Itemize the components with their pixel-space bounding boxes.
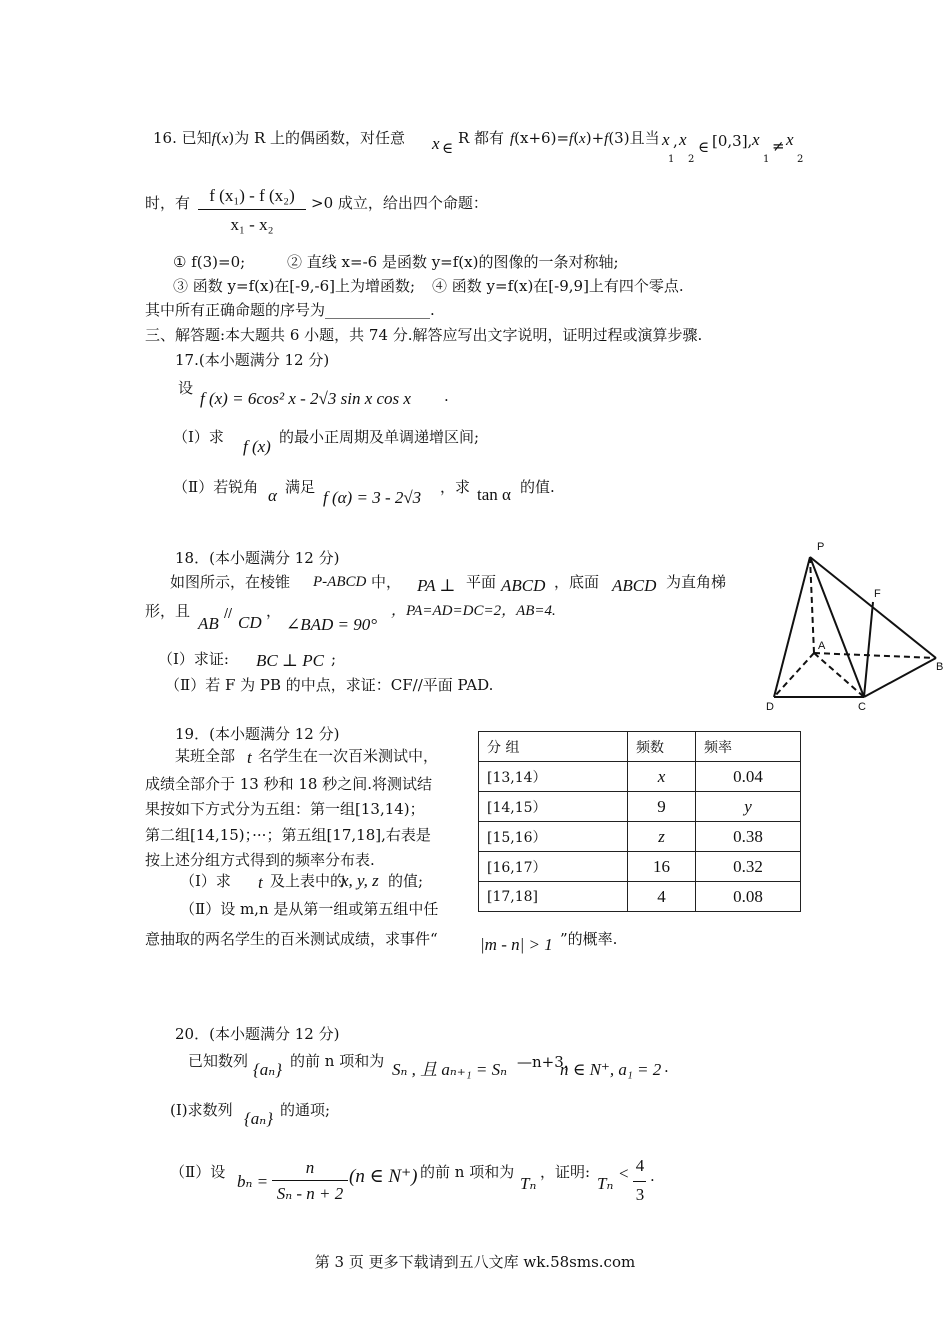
q18-cd: CD bbox=[238, 613, 262, 632]
q19-ii-c: ”的概率. bbox=[560, 930, 618, 948]
header-freq: 频率 bbox=[696, 732, 801, 762]
q18-l1d: 平面 bbox=[466, 573, 497, 591]
q20-bn: bₙ = bbox=[237, 1172, 269, 1191]
q20-seq: {aₙ} bbox=[253, 1060, 282, 1079]
q17-ii-alpha: α bbox=[268, 486, 277, 505]
q19-i-b: 及上表中的 bbox=[270, 872, 346, 890]
q16-in-symbol: ∈ bbox=[442, 139, 454, 157]
table-row: [15,16） z 0.38 bbox=[479, 822, 801, 852]
q18-angle: ∠BAD = 90° bbox=[286, 615, 378, 634]
q16-sub2: 2 bbox=[688, 154, 695, 165]
q18-i-eq: BC ⊥ PC bbox=[256, 651, 324, 670]
q20-i-b: 的通项; bbox=[280, 1101, 331, 1119]
label-f: F bbox=[874, 588, 881, 600]
q20-tn2: Tₙ bbox=[597, 1174, 614, 1193]
q20-frac-den: Sₙ - n + 2 bbox=[276, 1184, 344, 1203]
q19-l1a: 某班全部 bbox=[175, 747, 236, 765]
frequency-table bbox=[478, 731, 801, 912]
q16-sub2b: 2 bbox=[797, 154, 804, 165]
q19-t: t bbox=[247, 748, 252, 767]
q17-ii-tan: tan α bbox=[477, 485, 511, 504]
q17-ii-eq: f (α) = 3 - 2√3 bbox=[323, 488, 422, 507]
q16-sub1b: 1 bbox=[763, 154, 770, 165]
q16-x1: x bbox=[662, 130, 670, 149]
q20-tn: Tₙ bbox=[520, 1174, 537, 1193]
q19-i-a: （Ⅰ）求 bbox=[180, 872, 231, 890]
q18-pa-perp: PA ⊥ bbox=[417, 576, 456, 595]
q17-ii-end: 的值. bbox=[520, 478, 555, 496]
q20-frac-num: n bbox=[305, 1158, 315, 1177]
q18-l1c: 中， bbox=[371, 573, 402, 591]
q16-prop1: ① f(3)=0; bbox=[173, 253, 246, 271]
q19-l3: 果按如下方式分为五组：第一组[13,14)； bbox=[145, 800, 425, 818]
q19-i-c: 的值; bbox=[388, 872, 424, 890]
label-c: C bbox=[858, 701, 866, 713]
q18-l1b: P-ABCD bbox=[313, 574, 367, 590]
q18-ab: AB bbox=[198, 614, 219, 633]
table-row: [17,18] 4 0.08 bbox=[479, 882, 801, 912]
q19-i-xyz: x, y, z bbox=[341, 871, 379, 890]
q17-ii-ask: ，求 bbox=[440, 478, 471, 496]
q16-frac-bar bbox=[198, 209, 306, 210]
q16-prop3: ③ 函数 y=f(x)在[-9,-6]上为增函数; bbox=[173, 277, 416, 295]
q18-i-end: ; bbox=[331, 650, 337, 668]
q18-ii: （Ⅱ）若 F 为 PB 的中点，求证：CF//平面 PAD. bbox=[165, 676, 494, 694]
q16-comma: , bbox=[673, 132, 678, 150]
q20-s: Sₙ , 且 aₙ₊₁ = Sₙ bbox=[392, 1060, 508, 1079]
q16-line2-end: >0 成立，给出四个命题： bbox=[311, 194, 488, 212]
q18-par: // bbox=[224, 606, 233, 620]
q16-ne: ≠ bbox=[772, 137, 785, 155]
q20-four: 4 bbox=[635, 1156, 645, 1175]
edge-cb bbox=[864, 658, 936, 697]
q16-ask: 其中所有正确命题的序号为______________. bbox=[145, 301, 435, 319]
q16-r-text: R 都有 bbox=[458, 129, 505, 147]
q17-set: 设 bbox=[178, 379, 194, 397]
q16-in2: ∈ bbox=[698, 138, 710, 156]
q17-i-label: （Ⅰ）求 bbox=[173, 428, 224, 446]
table-header-row bbox=[479, 732, 801, 762]
q20-lt: < bbox=[619, 1164, 629, 1183]
q17-head: 17.(本小题满分 12 分) bbox=[175, 351, 330, 369]
q20-l1d: n ∈ N⁺, a₁ = 2 bbox=[560, 1060, 662, 1079]
q18-l1f: 为直角梯 bbox=[666, 573, 727, 591]
q19-ii-b: 意抽取的两名学生的百米测试成绩，求事件“ bbox=[145, 930, 438, 948]
q20-three: 3 bbox=[635, 1185, 645, 1204]
label-d: D bbox=[766, 701, 774, 713]
q18-l1a: 如图所示，在棱锥 bbox=[170, 573, 291, 591]
q20-n-in-n: (n ∈ N⁺) bbox=[349, 1166, 418, 1187]
q20-l1c: —n+3， bbox=[517, 1053, 579, 1071]
q20-ii-d: 的前 n 项和为 bbox=[420, 1163, 515, 1181]
pyramid-figure bbox=[760, 540, 950, 715]
q20-small-bar bbox=[633, 1181, 646, 1182]
q19-head: 19．(本小题满分 12 分) bbox=[175, 725, 340, 743]
q16-x1b: x bbox=[752, 130, 760, 149]
label-p: P bbox=[817, 541, 825, 553]
q20-end: . bbox=[650, 1167, 655, 1185]
q20-i-a: (I)求数列 bbox=[170, 1101, 233, 1119]
q19-ii-eq: |m - n| > 1 bbox=[480, 935, 553, 954]
q17-dot: . bbox=[444, 387, 449, 405]
page-footer: 第 3 页 更多下载请到五八文库 wk.58sms.com bbox=[314, 1253, 636, 1271]
table-row: [14,15） 9 y bbox=[479, 792, 801, 822]
q20-ii-a: （Ⅱ）设 bbox=[170, 1163, 226, 1181]
q16-x2: x bbox=[679, 130, 687, 149]
q20-l1e: . bbox=[664, 1058, 669, 1076]
q18-head: 18．(本小题满分 12 分) bbox=[175, 549, 340, 567]
q16-prop4: ④ 函数 y=f(x)在[-9,9]上有四个零点. bbox=[432, 277, 684, 295]
q19-ii-a: （Ⅱ）设 m,n 是从第一组或第五组中任 bbox=[180, 900, 439, 918]
q16-prop2: ② 直线 x=-6 是函数 y=f(x)的图像的一条对称轴; bbox=[287, 253, 619, 271]
q19-l4: 第二组[14,15)；···；第五组[17,18],右表是 bbox=[145, 826, 431, 844]
q18-i: （Ⅰ）求证: bbox=[158, 650, 229, 668]
label-b: B bbox=[936, 661, 944, 673]
q16-interval: [0,3], bbox=[712, 132, 753, 150]
q16-frac-num: f (x₁) - f (x₂) bbox=[209, 186, 295, 205]
q19-l5: 按上述分组方式得到的频率分布表. bbox=[145, 851, 375, 869]
header-group: 分 组 bbox=[479, 732, 628, 762]
q18-l2a: 形，且 bbox=[145, 602, 191, 620]
edge-pa bbox=[810, 557, 814, 653]
q18-abcd2: ABCD bbox=[612, 576, 657, 595]
q18-l2b: ，PA=AD=DC=2，AB=4. bbox=[391, 603, 556, 619]
table-row: [16,17） 16 0.32 bbox=[479, 852, 801, 882]
q16-frac-den: x₁ - x₂ bbox=[230, 215, 274, 234]
q16-line1: 16. 已知f(x)为 R 上的偶函数，对任意 bbox=[153, 129, 406, 147]
q20-l1a: 已知数列 bbox=[188, 1052, 249, 1070]
q17-ii-cond: 满足 bbox=[285, 478, 316, 496]
q18-l1e: ，底面 bbox=[554, 573, 600, 591]
q16-x-var: x bbox=[432, 134, 440, 153]
q17-ii-label: （Ⅱ）若锐角 bbox=[173, 478, 259, 496]
header-count: 频数 bbox=[628, 732, 696, 762]
q20-head: 20．(本小题满分 12 分) bbox=[175, 1025, 340, 1043]
label-a: A bbox=[818, 640, 826, 652]
q16-eq: f(x+6)=f(x)+f(3)且当 bbox=[510, 129, 660, 147]
q17-i-text: 的最小正周期及单调递增区间; bbox=[279, 428, 480, 446]
q16-x2b: x bbox=[786, 130, 794, 149]
q18-abcd: ABCD bbox=[501, 576, 546, 595]
q20-l1b: 的前 n 项和为 bbox=[290, 1052, 385, 1070]
q16-line2-start: 时，有 bbox=[145, 194, 191, 212]
section-3-title: 三、解答题:本大题共 6 小题，共 74 分.解答应写出文字说明，证明过程或演算步骤. bbox=[145, 326, 703, 344]
q17-formula: f (x) = 6cos² x - 2√3 sin x cos x bbox=[200, 389, 411, 408]
table-row: [13,14） x 0.04 bbox=[479, 762, 801, 792]
edge-ab bbox=[814, 653, 936, 658]
q20-ii-e: ，证明: bbox=[540, 1163, 591, 1181]
q17-i-fx: f (x) bbox=[243, 437, 271, 456]
edge-cf bbox=[864, 602, 873, 697]
q16-sub1: 1 bbox=[668, 154, 675, 165]
q20-frac-bar bbox=[272, 1180, 348, 1181]
q18-comma: ， bbox=[266, 602, 282, 620]
q20-i-seq: {aₙ} bbox=[244, 1109, 273, 1128]
q19-l1b: 名学生在一次百米测试中， bbox=[258, 747, 439, 765]
q19-l2: 成绩全部介于 13 秒和 18 秒之间.将测试结 bbox=[145, 775, 433, 793]
q19-i-t: t bbox=[258, 873, 263, 892]
